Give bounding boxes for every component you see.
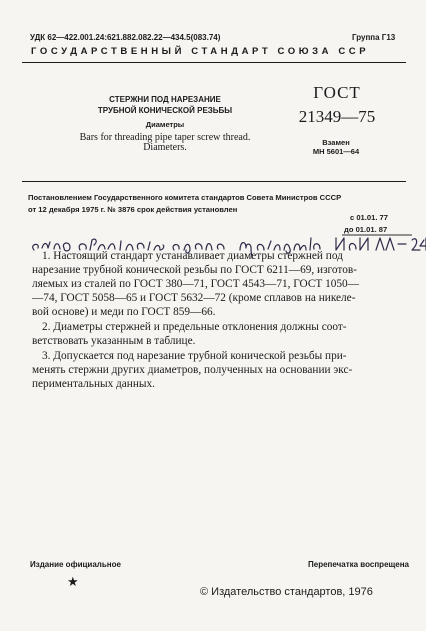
publisher-copyright: © Издательство стандартов, 1976 bbox=[200, 586, 373, 598]
body-p3-line3: периментальных данных. bbox=[32, 378, 155, 390]
udk-code: УДК 62—422.001.24:621.882.082.22—434.5(083.74) bbox=[30, 33, 221, 42]
effective-to: до 01.01. 87 bbox=[344, 225, 388, 234]
effective-from: с 01.01. 77 bbox=[350, 213, 389, 222]
title-en-line2: Diameters. bbox=[143, 142, 187, 153]
body-p2-line2: ветствовать указанным в таблице. bbox=[32, 335, 196, 347]
title-ru-line2: ТРУБНОЙ КОНИЧЕСКОЙ РЕЗЬБЫ bbox=[97, 106, 233, 115]
body-p1-line4: —74, ГОСТ 5058—65 и ГОСТ 5632—72 (кроме сплавов на никеле- bbox=[32, 292, 356, 304]
standard-banner: ГОСУДАРСТВЕННЫЙ СТАНДАРТ СОЮЗА ССР bbox=[31, 46, 370, 57]
reprint-notice: Перепечатка воспрещена bbox=[308, 560, 409, 569]
title-en-line1: Bars for threading pipe taper screw thread. bbox=[79, 132, 251, 143]
body-p1-line1: 1. Настоящий стандарт устанавливает диаметры стержней под bbox=[42, 250, 343, 262]
title-ru-diameters: Диаметры bbox=[145, 120, 185, 129]
header-divider bbox=[22, 62, 406, 63]
body-p1-line3: ляемых из сталей по ГОСТ 380—71, ГОСТ 4543—71, ГОСТ 1050— bbox=[32, 278, 359, 290]
title-ru-line1: СТЕРЖНИ ПОД НАРЕЗАНИЕ bbox=[109, 95, 221, 104]
replaces-value: МН 5601—64 bbox=[312, 147, 360, 156]
body-p1-line2: нарезание трубной конической резьбы по ГОСТ 6211—69, изготов- bbox=[32, 264, 357, 276]
body-p3-line1: 3. Допускается под нарезание трубной конической резьбы при- bbox=[42, 350, 347, 362]
gost-label: ГОСТ bbox=[313, 83, 361, 102]
decree-line2: от 12 декабря 1975 г. № 3876 срок действия установлен bbox=[28, 205, 238, 214]
body-p3-line2: менять стержни других диаметров, полученных на основании экс- bbox=[32, 364, 353, 376]
decree-line1: Постановлением Государственного комитета стандартов Совета Министров СССР bbox=[28, 193, 342, 202]
title-divider bbox=[22, 181, 406, 182]
handwritten-annotation bbox=[28, 228, 426, 268]
body-p2-line1: 2. Диаметры стержней и предельные отклонения должны соот- bbox=[42, 321, 347, 333]
replaces-label: Взамен bbox=[322, 138, 350, 147]
official-edition: Издание официальное bbox=[30, 560, 121, 569]
star-mark: ★ bbox=[67, 574, 79, 589]
group-label: Группа Г13 bbox=[352, 33, 396, 42]
body-p1-line5: вой основе) и меди по ГОСТ 859—66. bbox=[32, 306, 216, 318]
gost-number: 21349—75 bbox=[298, 107, 376, 126]
